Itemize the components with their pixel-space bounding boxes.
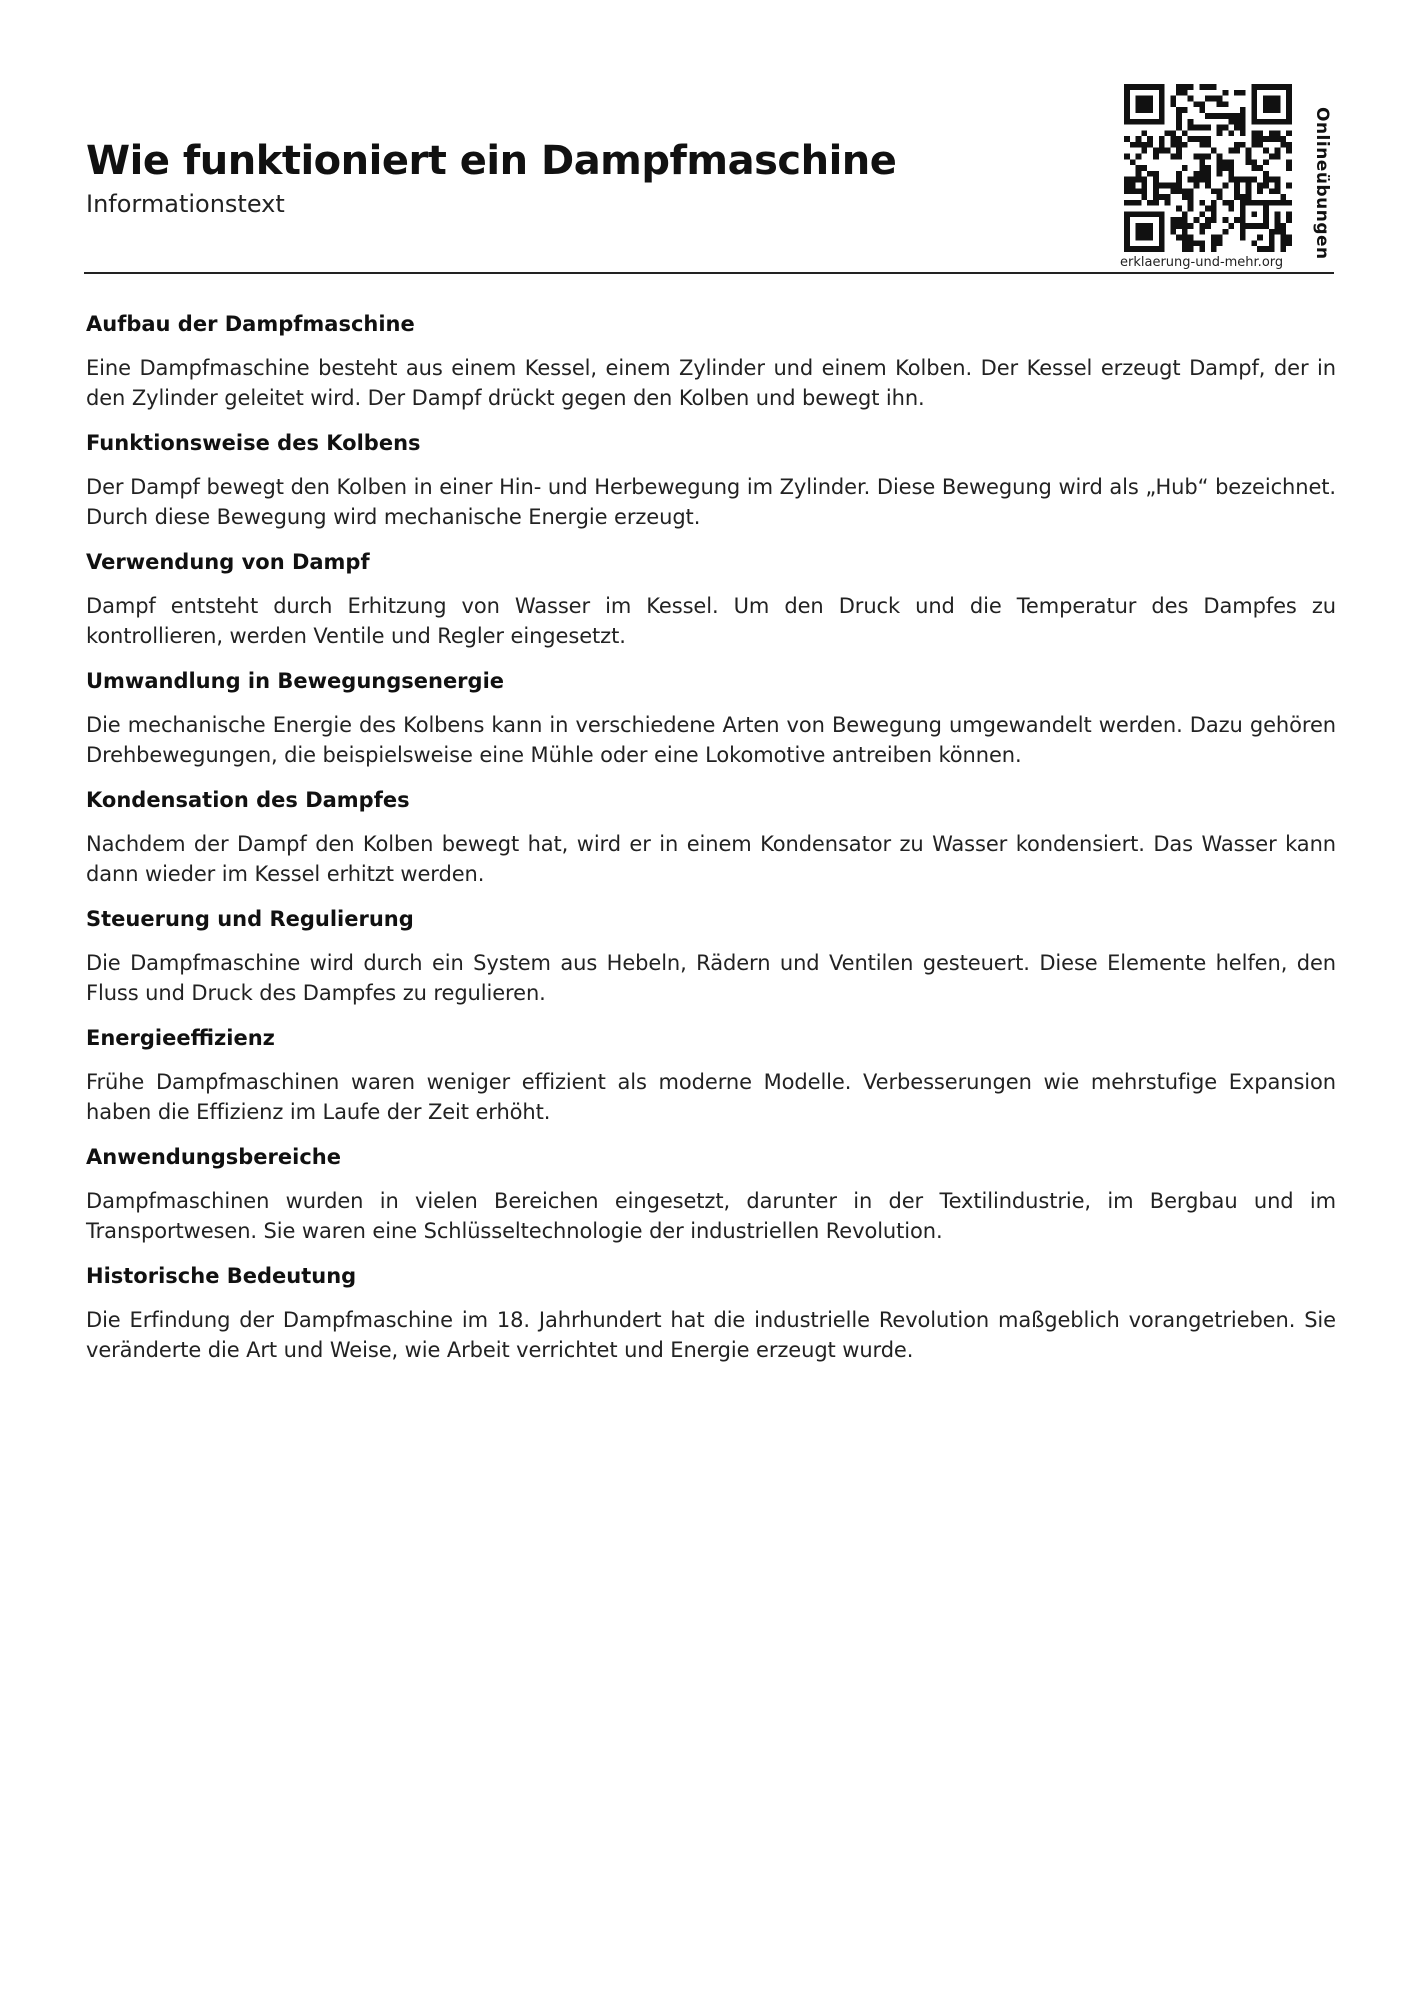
info-text-body	[86, 310, 1336, 1381]
section-heading: Energieeffizienz	[86, 1026, 275, 1050]
section-paragraph: Eine Dampfmaschine besteht aus einem Kessel, einem Zylinder und einem Kolben. Der Kessel erzeugt Dampf, der in den Zylinder geleitet wird. Der Dampf drückt gegen den Kolben und bewegt ihn.	[86, 356, 1336, 410]
header-divider	[84, 272, 1334, 274]
section-heading: Aufbau der Dampfmaschine	[86, 312, 415, 336]
section-heading: Verwendung von Dampf	[86, 550, 370, 574]
section-heading: Historische Bedeutung	[86, 1264, 357, 1288]
section-heading: Kondensation des Dampfes	[86, 788, 410, 812]
section-kondensation	[86, 786, 1336, 889]
section-paragraph: Die Dampfmaschine wird durch ein System aus Hebeln, Rädern und Ventilen gesteuert. Diese Elemente helfen, den Fluss und Druck des Dampfes zu regulieren.	[86, 951, 1336, 1005]
qr-code-icon[interactable]	[1124, 84, 1292, 252]
section-energieeffizienz	[86, 1024, 1336, 1127]
section-paragraph: Die mechanische Energie des Kolbens kann in verschiedene Arten von Bewegung umgewandelt werden. Dazu gehören Drehbewegungen, die beispielsweise eine Mühle oder eine Lokomotive antreiben können.	[86, 713, 1336, 767]
section-historische-bedeutung	[86, 1262, 1336, 1365]
section-paragraph: Dampfmaschinen wurden in vielen Bereichen eingesetzt, darunter in der Textilindustrie, im Bergbau und im Transportwesen. Sie waren eine Schlüsseltechnologie der industriellen Revolution.	[86, 1189, 1336, 1243]
page-title: Wie funktioniert ein Dampfmaschine	[86, 138, 897, 184]
page-subtitle: Informationstext	[86, 190, 285, 218]
section-paragraph: Nachdem der Dampf den Kolben bewegt hat, wird er in einem Kondensator zu Wasser kondensiert. Das Wasser kann dann wieder im Kessel erhitzt werden.	[86, 832, 1336, 886]
section-heading: Umwandlung in Bewegungsenergie	[86, 669, 505, 693]
section-paragraph: Dampf entsteht durch Erhitzung von Wasser im Kessel. Um den Druck und die Temperatur des Dampfes zu kontrollieren, werden Ventile und Regler eingesetzt.	[86, 594, 1336, 648]
section-heading: Funktionsweise des Kolbens	[86, 431, 421, 455]
section-bewegungsenergie	[86, 667, 1336, 770]
section-heading: Anwendungsbereiche	[86, 1145, 341, 1169]
section-anwendungsbereiche	[86, 1143, 1336, 1246]
online-exercises-label: Onlineübungen	[1312, 107, 1332, 260]
section-steuerung	[86, 905, 1336, 1008]
section-paragraph: Der Dampf bewegt den Kolben in einer Hin- und Herbewegung im Zylinder. Diese Bewegung wird als „Hub“ bezeichnet. Durch diese Bewegung wird mechanische Energie erzeugt.	[86, 475, 1336, 529]
section-heading: Steuerung und Regulierung	[86, 907, 414, 931]
section-aufbau	[86, 310, 1336, 413]
section-paragraph: Die Erfindung der Dampfmaschine im 18. Jahrhundert hat die industrielle Revolution maßgeblich vorangetrieben. Sie veränderte die Art und Weise, wie Arbeit verrichtet und Energie erzeugt wurde.	[86, 1308, 1336, 1362]
section-kolben	[86, 429, 1336, 532]
qr-code-graphic	[1124, 84, 1292, 252]
section-dampf	[86, 548, 1336, 651]
website-url[interactable]: erklaerung-und-mehr.org	[1120, 255, 1284, 270]
section-paragraph: Frühe Dampfmaschinen waren weniger effizient als moderne Modelle. Verbesserungen wie mehrstufige Expansion haben die Effizienz im Laufe der Zeit erhöht.	[86, 1070, 1336, 1124]
